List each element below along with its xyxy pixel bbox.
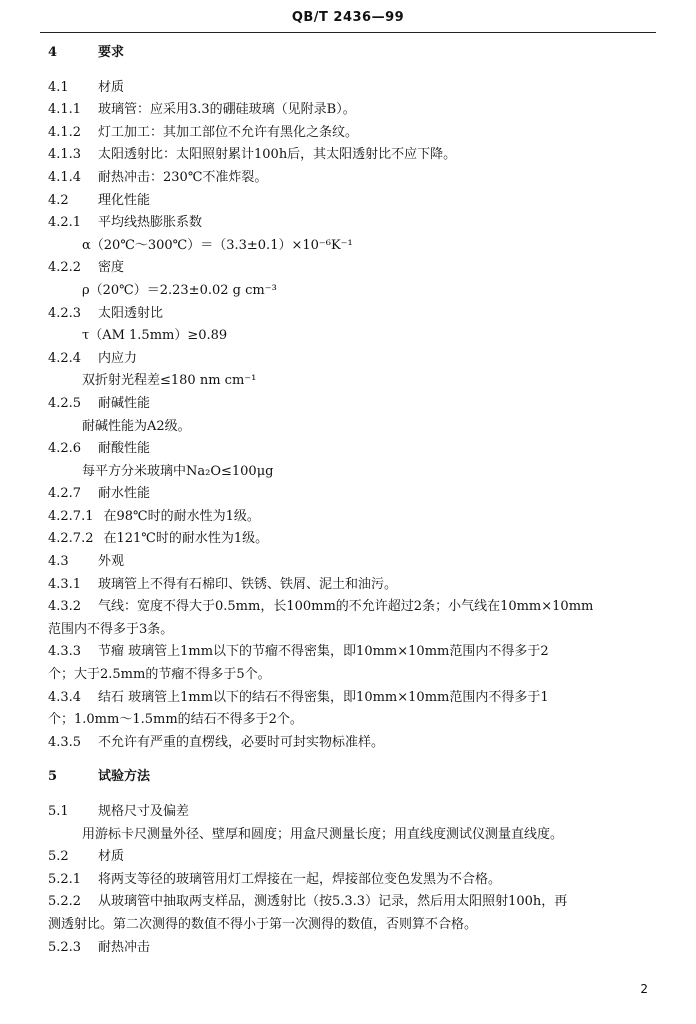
section-4-3-4: 4.3.4 结石 玻璃管上1mm以下的结石不得密集，即10mm×10mm范围内不得多于1 <box>48 689 549 705</box>
acid-limit: 每平方分米玻璃中Na₂O≤100μg <box>82 463 274 479</box>
section-4-2-3: 4.2.3 太阳透射比 <box>48 305 164 321</box>
section-4-1: 4.1 材质 <box>48 79 125 95</box>
formula-stress: 双折射光程差≤180 nm cm⁻¹ <box>82 373 257 389</box>
document-body <box>48 42 654 959</box>
section-5-2-2: 5.2.2 从玻璃管中抽取两支样品，测透射比（按5.3.3）记录，然后用太阳照射100h，再 <box>48 894 568 910</box>
section-4-1-1: 4.1.1 玻璃管：应采用3.3的硼硅玻璃（见附录B）。 <box>48 102 356 118</box>
section-4-3-2: 4.3.2 气线：宽度不得大于0.5mm，长100mm的不允许超过2条；小气线在10mm×10mm <box>48 599 594 615</box>
section-4-2-7: 4.2.7 耐水性能 <box>48 486 151 502</box>
section-4-3-2-cont: 范围内不得多于3条。 <box>48 621 174 637</box>
alkali-grade: 耐碱性能为A2级。 <box>82 418 191 434</box>
section-4-1-4: 4.1.4 耐热冲击：230℃不准炸裂。 <box>48 169 268 185</box>
section-4-3-4-cont: 个；1.0mm～1.5mm的结石不得多于2个。 <box>48 712 303 728</box>
section-4-1-2: 4.1.2 灯工加工：其加工部位不允许有黑化之条纹。 <box>48 124 359 140</box>
section-5-2-1: 5.2.1 将两支等径的玻璃管用灯工焊接在一起，焊接部位变色发黑为不合格。 <box>48 871 502 887</box>
formula-expansion: α（20℃～300℃）＝（3.3±0.1）×10⁻⁶K⁻¹ <box>82 237 353 253</box>
section-4-heading: 4 要求 <box>48 45 125 60</box>
section-4-2: 4.2 理化性能 <box>48 192 151 208</box>
section-4-3-3-cont: 个；大于2.5mm的节瘤不得多于5个。 <box>48 667 271 683</box>
section-4-2-1: 4.2.1 平均线热膨胀系数 <box>48 215 203 231</box>
section-4-2-6: 4.2.6 耐酸性能 <box>48 441 151 457</box>
page-header: QB/T 2436—99 <box>291 10 405 25</box>
section-4-3-3: 4.3.3 节瘤 玻璃管上1mm以下的节瘤不得密集，即10mm×10mm范围内不得多于2 <box>48 644 549 660</box>
section-4-3: 4.3 外观 <box>48 554 125 570</box>
section-5-1: 5.1 规格尺寸及偏差 <box>48 804 190 819</box>
page-number: 2 <box>640 982 648 996</box>
section-4-2-2: 4.2.2 密度 <box>48 260 125 276</box>
section-4-2-5: 4.2.5 耐碱性能 <box>48 395 151 411</box>
section-4-3-1: 4.3.1 玻璃管上不得有石棉印、铁锈、铁屑、泥土和油污。 <box>48 576 398 592</box>
header-rule <box>40 32 656 33</box>
section-4-2-7-2: 4.2.7.2 在121℃时的耐水性为1级。 <box>48 531 269 547</box>
section-4-1-3: 4.1.3 太阳透射比：太阳照射累计100h后，其太阳透射比不应下降。 <box>48 147 457 163</box>
section-4-3-5: 4.3.5 不允许有严重的直楞线，必要时可封实物标准样。 <box>48 734 385 750</box>
section-5-2-3: 5.2.3 耐热冲击 <box>48 939 151 955</box>
formula-transmittance: τ（AM 1.5mm）≥0.89 <box>82 328 228 344</box>
section-5-2: 5.2 材质 <box>48 849 125 865</box>
section-5-heading: 5 试验方法 <box>48 769 151 785</box>
measurement-methods: 用游标卡尺测量外径、壁厚和圆度；用盒尺测量长度；用直线度测试仪测量直线度。 <box>82 826 564 842</box>
formula-density: ρ（20℃）＝2.23±0.02 g cm⁻³ <box>82 282 277 298</box>
section-4-2-4: 4.2.4 内应力 <box>48 350 138 366</box>
section-4-2-7-1: 4.2.7.1 在98℃时的耐水性为1级。 <box>48 508 260 524</box>
section-5-2-2-cont: 测透射比。第二次测得的数值不得小于第一次测得的数值，否则算不合格。 <box>48 916 478 932</box>
